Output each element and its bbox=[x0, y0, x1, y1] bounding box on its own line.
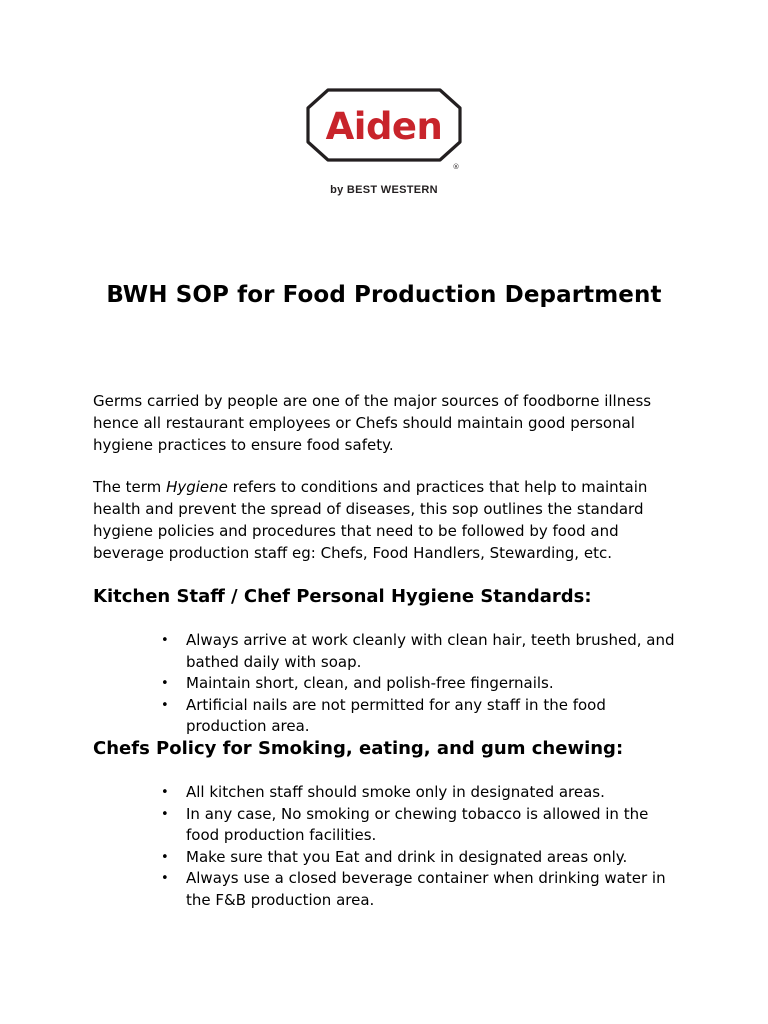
registered-mark: ® bbox=[452, 163, 460, 171]
list-item-text: Always use a closed beverage container when drinking water in the F&B production area. bbox=[186, 869, 666, 909]
list-item-text: Always arrive at work cleanly with clean hair, teeth brushed, and bathed daily with soap. bbox=[186, 631, 675, 671]
logo-byline: by BEST WESTERN bbox=[330, 184, 438, 196]
list-item-text: In any case, No smoking or chewing tobacco is allowed in the food production facilities. bbox=[186, 804, 649, 844]
list-item bbox=[160, 847, 680, 869]
bullet: • bbox=[161, 785, 169, 800]
logo-graphic bbox=[306, 88, 462, 198]
bullet: • bbox=[161, 697, 169, 713]
bullet: • bbox=[161, 676, 169, 691]
paragraph-suffix: refers to conditions and practices that help to maintain health and prevent the spread of diseases, this sop outlines the standard hygiene policies and procedures that need to be followed by food and beverage production staff eg: Chefs, Food Handlers, Stewarding, etc. bbox=[93, 478, 648, 562]
bullet: • bbox=[161, 806, 169, 822]
list-item bbox=[160, 868, 680, 911]
aiden-logo bbox=[306, 88, 462, 198]
hygiene-definition-paragraph bbox=[93, 476, 693, 564]
smoking-policy-list bbox=[160, 782, 680, 911]
list-item-text: Make sure that you Eat and drink in designated areas only. bbox=[186, 847, 628, 866]
section-heading-hygiene-standards: Kitchen Staff / Chef Personal Hygiene Standards: bbox=[93, 586, 592, 607]
list-item bbox=[160, 673, 680, 695]
paragraph-prefix: The term bbox=[93, 478, 167, 496]
list-item bbox=[160, 630, 680, 673]
intro-paragraph: Germs carried by people are one of the major sources of foodborne illness hence all restaurant employees or Chefs should maintain good personal hygiene practices to ensure food safety. bbox=[93, 392, 652, 454]
bullet: • bbox=[161, 633, 169, 648]
section-heading-smoking-policy: Chefs Policy for Smoking, eating, and gum chewing: bbox=[93, 738, 624, 759]
list-item-text: All kitchen staff should smoke only in designated areas. bbox=[186, 783, 605, 801]
list-item-text: Artificial nails are not permitted for any staff in the food production area. bbox=[186, 695, 606, 735]
list-item-text: Maintain short, clean, and polish-free fingernails. bbox=[186, 674, 554, 692]
list-item bbox=[160, 782, 680, 804]
bullet: • bbox=[161, 849, 169, 865]
document-title: BWH SOP for Food Production Department bbox=[106, 282, 662, 308]
list-item bbox=[160, 804, 680, 847]
list-item bbox=[160, 695, 680, 738]
bullet: • bbox=[161, 871, 169, 886]
logo-wordmark: Aiden bbox=[325, 105, 443, 148]
hygiene-standards-list bbox=[160, 630, 680, 738]
hygiene-term: Hygiene bbox=[166, 478, 228, 496]
